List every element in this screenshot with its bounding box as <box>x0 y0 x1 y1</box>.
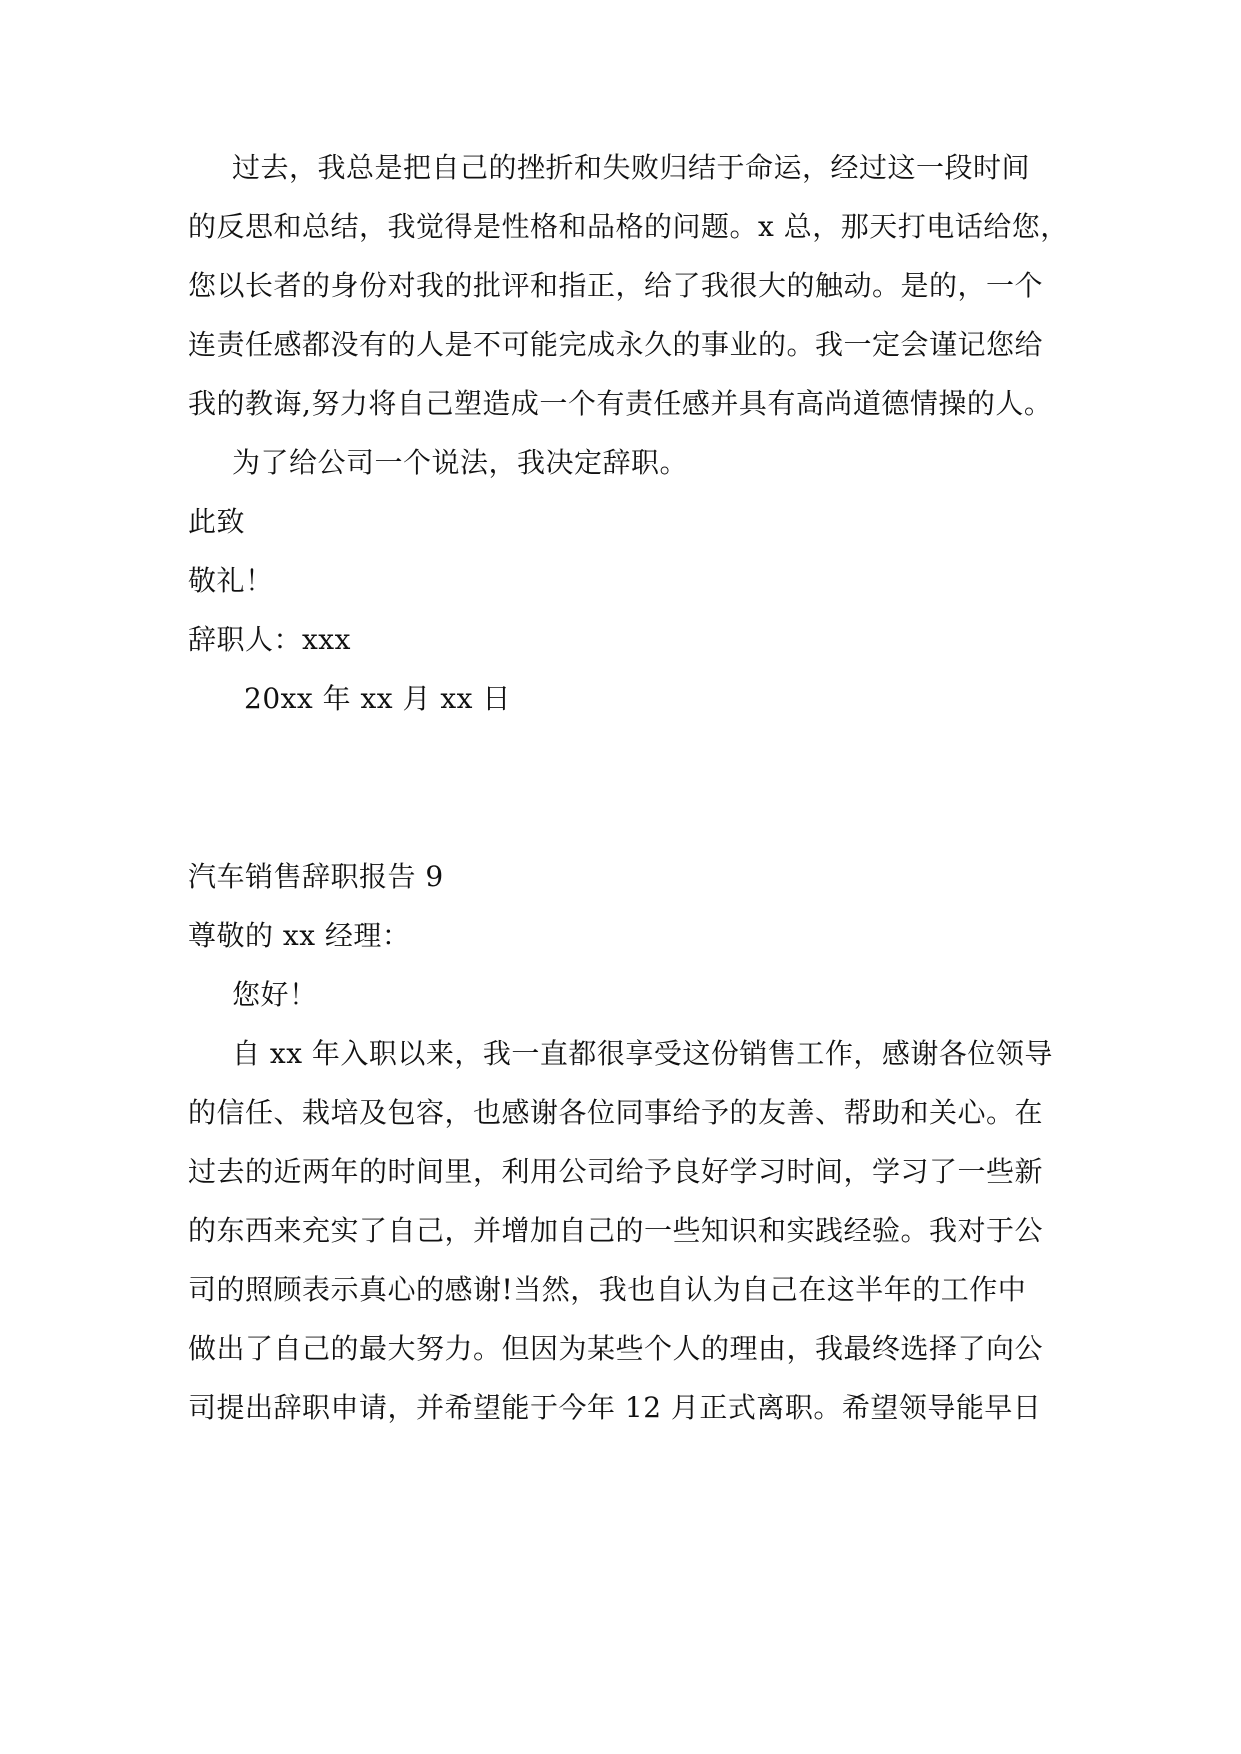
paragraph-line: 司的照顾表示真心的感谢!当然，我也自认为自己在这半年的工作中 <box>188 1273 1027 1306</box>
paragraph-line: 的信任、栽培及包容，也感谢各位同事给予的友善、帮助和关心。在 <box>188 1096 1044 1129</box>
letter-title: 汽车销售辞职报告 9 <box>188 860 444 893</box>
paragraph-line: 您以长者的身份对我的批评和指正，给了我很大的触动。是的，一个 <box>188 269 1044 302</box>
paragraph-line: 过去，我总是把自己的挫折和失败归结于命运，经过这一段时间 <box>232 151 1031 184</box>
closing-line: 此致 <box>188 505 246 538</box>
closing-salute: 敬礼！ <box>188 564 274 597</box>
greeting: 您好！ <box>232 978 318 1011</box>
paragraph-line: 过去的近两年的时间里，利用公司给予良好学习时间，学习了一些新 <box>188 1155 1044 1188</box>
paragraph-line: 我的教诲,努力将自己塑造成一个有责任感并具有高尚道德情操的人。 <box>188 387 1053 420</box>
signature-line: 辞职人：xxx <box>188 623 351 656</box>
paragraph-line: 的东西来充实了自己，并增加自己的一些知识和实践经验。我对于公 <box>188 1214 1044 1247</box>
date-line: 20xx 年 xx 月 xx 日 <box>244 682 511 715</box>
paragraph-line: 司提出辞职申请，并希望能于今年 12 月正式离职。希望领导能早日 <box>188 1391 1042 1424</box>
resignation-statement: 为了给公司一个说法，我决定辞职。 <box>232 446 689 479</box>
paragraph-line: 的反思和总结，我觉得是性格和品格的问题。x 总，那天打电话给您， <box>188 210 1069 243</box>
salutation: 尊敬的 xx 经理： <box>188 919 411 952</box>
paragraph-line: 连责任感都没有的人是不可能完成永久的事业的。我一定会谨记您给 <box>188 328 1044 361</box>
paragraph-line: 做出了自己的最大努力。但因为某些个人的理由，我最终选择了向公 <box>188 1332 1044 1365</box>
paragraph-line: 自 xx 年入职以来，我一直都很享受这份销售工作，感谢各位领导 <box>232 1037 1053 1070</box>
